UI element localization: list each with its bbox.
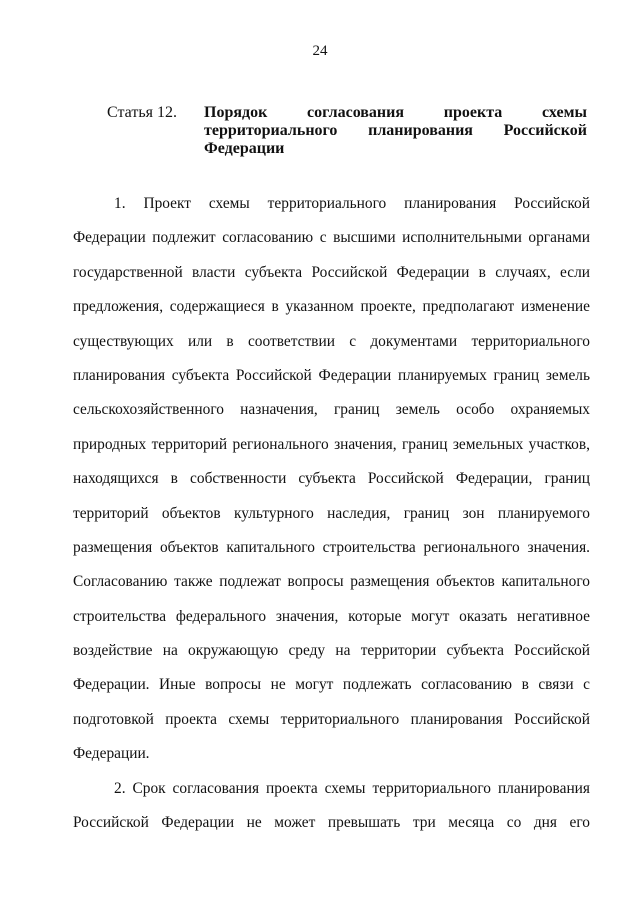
text-line: Российской Федерации не может превышать три месяца со дня его <box>73 814 590 832</box>
text-line: Согласованию также подлежат вопросы размещения объектов капитального <box>73 573 590 591</box>
text-line: сельскохозяйственного назначения, границ земель особо охраняемых <box>73 401 590 419</box>
paragraph-2 <box>73 772 590 841</box>
article-title-line: территориального планирования Российской <box>204 122 587 139</box>
page-number: 24 <box>312 43 328 59</box>
text-line: 1. Проект схемы территориального планирования Российской <box>114 195 590 212</box>
text-line: Федерации. <box>73 745 150 763</box>
paragraph-1 <box>73 187 590 772</box>
article-header <box>107 104 587 158</box>
text-line: воздействие на окружающую среду на территории субъекта Российской <box>73 642 590 660</box>
text-line: размещения объектов капитального строительства регионального значения. <box>73 538 590 556</box>
article-title-line: Порядок согласования проекта схемы <box>204 104 587 121</box>
article-title <box>204 104 587 158</box>
text-line: предложения, содержащиеся в указанном проекте, предполагают изменение <box>73 298 590 316</box>
article-label: Статья 12. <box>107 104 177 121</box>
text-line: природных территорий регионального значения, границ земельных участков, <box>73 435 590 453</box>
text-line: существующих или в соответствии с документами территориального <box>73 332 590 350</box>
text-line: территорий объектов культурного наследия, границ зон планируемого <box>73 504 590 522</box>
article-title-line: Федерации <box>204 140 285 157</box>
text-line: находящихся в собственности субъекта Российской Федерации, границ <box>73 470 590 488</box>
article-body <box>73 187 590 840</box>
text-line: 2. Срок согласования проекта схемы территориального планирования <box>114 779 590 797</box>
text-line: подготовкой проекта схемы территориального планирования Российской <box>73 710 590 728</box>
text-line: Федерации. Иные вопросы не могут подлежать согласованию в связи с <box>73 676 590 694</box>
text-line: Федерации подлежит согласованию с высшими исполнительными органами <box>73 229 590 247</box>
text-line: планирования субъекта Российской Федерации планируемых границ земель <box>73 366 590 384</box>
text-line: строительства федерального значения, которые могут оказать негативное <box>73 607 590 625</box>
text-line: государственной власти субъекта Российской Федерации в случаях, если <box>73 263 590 281</box>
